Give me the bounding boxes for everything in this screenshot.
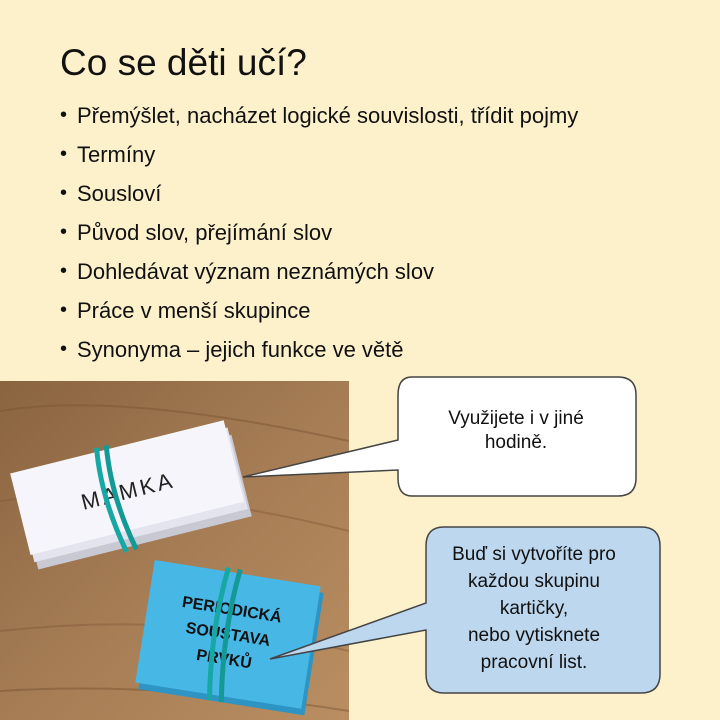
bullet-item: • Dohledávat význam neznámých slov (60, 252, 578, 291)
bullet-icon: • (60, 182, 68, 204)
bullet-icon: • (60, 104, 68, 126)
bullet-item: • Sousloví (60, 174, 578, 213)
callout-blue-text: Buď si vytvoříte pro každou skupinu kartičky, nebo vytisknete pracovní list. (452, 544, 616, 673)
slide-title: Co se děti učí? (60, 42, 307, 83)
card-blue-line: PERIODICKÁ (180, 593, 283, 627)
bullet-icon: • (60, 143, 68, 165)
bullet-item: • Přemýšlet, nacházet logické souvislosti, třídit pojmy (60, 96, 578, 135)
card-white-label: MAMKA (78, 467, 178, 515)
callout-white-text: Využijete i v jiné hodině. (448, 408, 584, 453)
bullet-item: • Původ slov, přejímání slov (60, 213, 578, 252)
bullet-item: • Termíny (60, 135, 578, 174)
bullet-icon: • (60, 299, 68, 321)
bullet-icon: • (60, 260, 68, 282)
bullet-item: • Synonyma – jejich funkce ve větě (60, 330, 578, 369)
card-blue-line: SOUSTAVA (184, 619, 272, 650)
card-blue-line: PRVKŮ (195, 646, 253, 673)
bullet-icon: • (60, 338, 68, 360)
bullet-icon: • (60, 221, 68, 243)
bullet-item: • Práce v menší skupince (60, 291, 578, 330)
